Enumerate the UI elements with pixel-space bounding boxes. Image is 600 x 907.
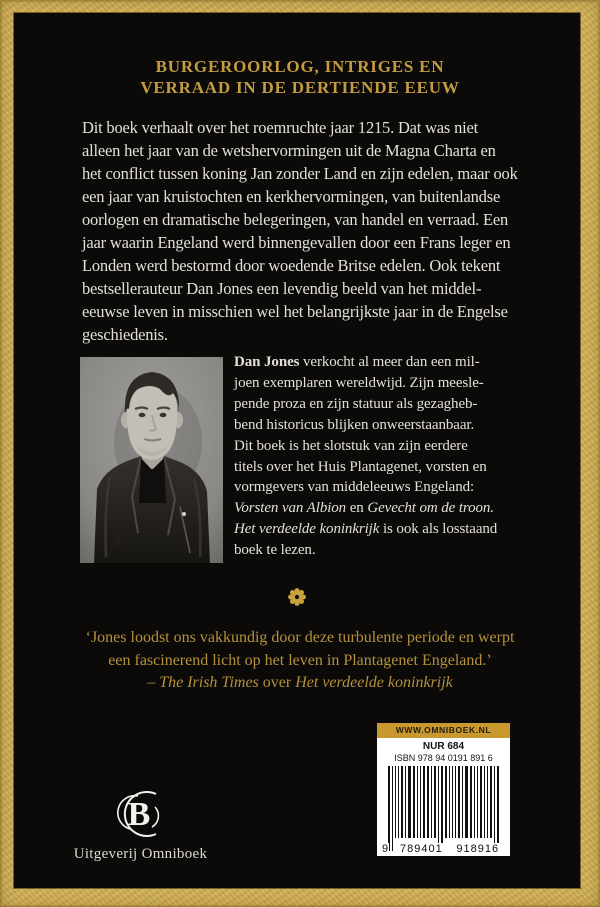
bio-line: vormgevers van middeleeuws Engeland: <box>234 479 475 496</box>
bio-line: pende proza en zijn statuur als gezagheb- <box>234 395 478 412</box>
barcode-number: 9 789401 918916 <box>381 843 506 855</box>
book-title: Het verdeelde koninkrijk <box>295 674 453 691</box>
review-source: The Irish Times <box>159 674 259 691</box>
synopsis-line: bestsellerauteur Dan Jones een levendig beeld van het middel- <box>82 279 482 298</box>
bio-line: Het verdeelde koninkrijk is ook als losstaand <box>234 521 498 538</box>
bio-line: Vorsten van Albion en Gevecht om de troon. <box>234 500 494 517</box>
synopsis-line: Londen werd bestormd door woedende Britse edelen. Ook tekent <box>82 256 501 275</box>
nur-code: NUR 684 <box>422 741 465 752</box>
publisher-website: WWW.OMNIBOEK.NL <box>377 723 510 738</box>
synopsis-line: Dit boek verhaalt over het roemruchte jaar 1215. Dat was niet <box>82 118 479 137</box>
bio-line: joen exemplaren wereldwijd. Zijn meesle- <box>234 374 484 391</box>
author-portrait-illustration <box>80 357 223 563</box>
synopsis-line: jaar waarin Engeland werd binnengevallen door een Frans leger en <box>82 233 511 252</box>
publisher-logo <box>108 785 170 845</box>
bio-line: Dan Jones verkocht al meer dan een mil- <box>234 354 480 370</box>
synopsis-line: alleen het jaar van de wetshervormingen uit de Magna Charta en <box>82 141 496 160</box>
rosette-ornament-icon <box>287 587 307 607</box>
barcode-panel <box>377 723 510 856</box>
tagline-line-1: BURGEROORLOG, INTRIGES EN <box>155 57 445 76</box>
author-photo <box>80 357 223 563</box>
tagline <box>0 56 600 98</box>
logo-letter: B <box>127 796 151 833</box>
synopsis-line: het conflict tussen koning Jan zonder Land en zijn edelen, maar ook <box>82 164 518 183</box>
quote-attribution: – The Irish Times over Het verdeelde koninkrijk <box>147 674 453 691</box>
bio-line: boek te lezen. <box>234 542 316 559</box>
synopsis-line: eeuwse leven in misschien wel het belangrijkste jaar in de Engelse <box>82 302 508 321</box>
book-title: Het verdeelde koninkrijk <box>234 521 380 538</box>
barcode-bars-icon <box>386 766 501 852</box>
synopsis <box>82 116 542 346</box>
review-quote <box>30 627 570 695</box>
publisher-name: Uitgeverij Omniboek <box>73 846 208 862</box>
tagline-line-2: VERRAAD IN DE DERTIENDE EEUW <box>140 78 460 97</box>
bio-line: bend historicus blijken onweerstaanbaar. <box>234 416 475 433</box>
quote-line-2: een fascinerend licht op het leven in Plantagenet Engeland.’ <box>108 651 492 669</box>
isbn-label: ISBN 978 94 0191 891 6 <box>394 753 493 763</box>
author-name: Dan Jones <box>234 354 300 370</box>
book-title: Vorsten van Albion <box>234 500 347 517</box>
quote-line-1: ‘Jones loodst ons vakkundig door deze turbulente periode en werpt <box>85 629 515 646</box>
synopsis-line: oorlogen en dramatische belegeringen, van handel en verraad. Een <box>82 210 509 229</box>
bio-line: titels over het Huis Plantagenet, vorsten en <box>234 458 487 475</box>
author-bio <box>234 352 534 561</box>
synopsis-line: geschiedenis. <box>82 325 168 344</box>
bio-line: Dit boek is het slotstuk van zijn eerdere <box>234 437 468 454</box>
book-title: Gevecht om de troon. <box>367 500 494 517</box>
synopsis-line: een jaar van kruistochten en kerkhervormingen, van buitenlandse <box>82 187 501 206</box>
